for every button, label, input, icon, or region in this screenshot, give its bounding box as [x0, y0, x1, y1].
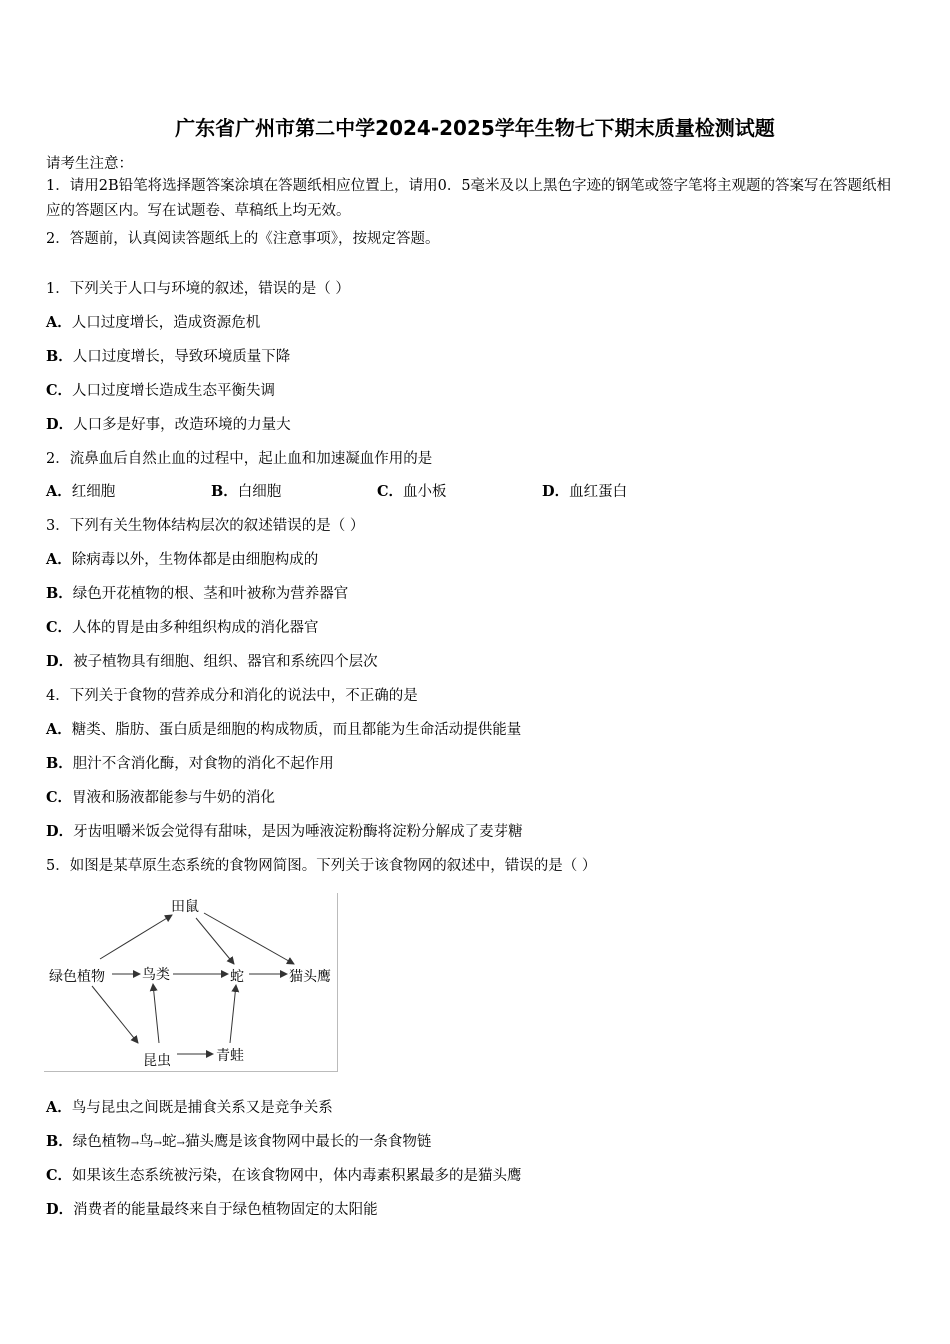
option-letter: D． — [542, 483, 570, 500]
option-text: 人口过度增长，造成资源危机 — [71, 315, 261, 331]
question-2-option-b — [211, 480, 281, 501]
option-letter: A． — [46, 483, 72, 500]
option-letter: A． — [46, 721, 72, 738]
question-2-option-c — [377, 480, 447, 501]
option-text: 血小板 — [403, 484, 447, 500]
question-2-option-d — [542, 480, 627, 501]
chain-arrow: → — [130, 1138, 140, 1149]
option-letter: B． — [46, 585, 73, 602]
option-letter: D． — [46, 1201, 74, 1218]
question-3-option-d — [46, 650, 378, 671]
option-text: 人口过度增长，导致环境质量下降 — [72, 349, 291, 365]
option-letter: A． — [46, 314, 72, 331]
node-snake: 蛇 — [230, 969, 244, 985]
question-1-option-c — [46, 379, 275, 400]
notice-item-1: 1．请用2B铅笔将选择题答案涂填在答题纸相应位置上，请用0．5毫米及以上黑色字迹的钢笔或签字笔将主观题的答案写在答题纸相应的答题区内。写在试题卷、草稿纸上均无效。 — [46, 178, 892, 219]
chain-arrow: → — [153, 1138, 163, 1149]
question-1-stem: 1．下列关于人口与环境的叙述，错误的是（ ） — [46, 281, 350, 297]
question-2-stem: 2．流鼻血后自然止血的过程中，起止血和加速凝血作用的是 — [46, 451, 433, 467]
question-4-option-a — [46, 718, 521, 739]
option-text: 糖类、脂肪、蛋白质是细胞的构成物质，而且都能为生命活动提供能量 — [71, 722, 522, 738]
arrow-frog-to-snake — [230, 985, 236, 1043]
chain-arrow: → — [176, 1138, 185, 1149]
question-4-stem: 4．下列关于食物的营养成分和消化的说法中，不正确的是 — [46, 688, 418, 704]
question-5-option-b — [46, 1130, 431, 1151]
option-letter: C． — [377, 483, 404, 500]
question-1-option-a — [46, 311, 260, 332]
option-letter: B． — [46, 1133, 73, 1150]
question-3-option-b — [46, 582, 348, 603]
option-letter: D． — [46, 653, 74, 670]
option-text: 被子植物具有细胞、组织、器官和系统四个层次 — [73, 654, 378, 670]
option-letter: C． — [46, 619, 73, 636]
arrow-plant-to-mouse — [100, 915, 172, 959]
option-text: 如果该生态系统被污染，在该食物网中，体内毒素积累最多的是猫头鹰 — [72, 1168, 522, 1184]
option-letter: B． — [46, 348, 73, 365]
option-text: 人口过度增长造成生态平衡失调 — [72, 383, 276, 399]
question-5-option-c — [46, 1164, 522, 1185]
option-text: 红细胞 — [71, 484, 116, 500]
question-3-option-c — [46, 616, 319, 637]
option-text: 牙齿咀嚼米饭会觉得有甜味，是因为唾液淀粉酶将淀粉分解成了麦芽糖 — [73, 824, 523, 840]
option-text: 胆汁不含消化酶，对食物的消化不起作用 — [72, 756, 334, 772]
food-web-diagram — [44, 893, 338, 1072]
option-letter: A． — [46, 1099, 72, 1116]
option-text: 除病毒以外，生物体都是由细胞构成的 — [71, 552, 319, 568]
notice-heading: 请考生注意： — [46, 156, 133, 172]
option-text: 绿色开花植物的根、茎和叶被称为营养器官 — [72, 586, 349, 602]
question-4-option-c — [46, 786, 275, 807]
question-4-option-b — [46, 752, 334, 773]
question-5-stem: 5．如图是某草原生态系统的食物网简图。下列关于该食物网的叙述中，错误的是（ ） — [46, 858, 597, 874]
chain-part: 绿色植物 — [72, 1134, 131, 1150]
question-1-option-b — [46, 345, 290, 366]
option-text: 消费者的能量最终来自于绿色植物固定的太阳能 — [73, 1202, 378, 1218]
arrow-plant-to-insect — [92, 986, 138, 1043]
node-green-plant: 绿色植物 — [49, 969, 105, 985]
option-text: 白细胞 — [237, 484, 282, 500]
option-text: 人体的胃是由多种组织构成的消化器官 — [72, 620, 319, 636]
node-owl: 猫头鹰 — [289, 969, 331, 985]
chain-part: 猫头鹰是该食物网中最长的一条食物链 — [184, 1134, 432, 1150]
arrow-mouse-to-snake — [196, 918, 234, 964]
arrow-insect-to-bird — [153, 984, 159, 1043]
arrow-mouse-to-owl — [204, 913, 294, 964]
question-1-option-d — [46, 413, 291, 434]
option-letter: A． — [46, 551, 72, 568]
option-letter: D． — [46, 416, 74, 433]
chain-part: 鸟 — [139, 1134, 154, 1150]
node-bird: 鸟类 — [142, 967, 170, 983]
question-3-option-a — [46, 548, 318, 569]
option-text: 血红蛋白 — [569, 484, 628, 500]
question-4-option-d — [46, 820, 523, 841]
option-letter: B． — [46, 755, 73, 772]
page-title: 广东省广州市第二中学2024-2025学年生物七下期末质量检测试题 — [175, 116, 775, 140]
option-letter: B． — [211, 483, 238, 500]
notice-item-2: 2．答题前，认真阅读答题纸上的《注意事项》，按规定答题。 — [46, 231, 440, 247]
option-letter: C． — [46, 789, 73, 806]
chain-part: 蛇 — [162, 1134, 177, 1150]
question-5-option-a — [46, 1096, 333, 1117]
node-frog: 青蛙 — [216, 1048, 244, 1064]
option-letter: C． — [46, 382, 73, 399]
option-text: 人口多是好事，改造环境的力量大 — [73, 417, 291, 433]
node-insect: 昆虫 — [143, 1053, 171, 1069]
question-3-stem: 3．下列有关生物体结构层次的叙述错误的是（ ） — [46, 518, 365, 534]
question-2-option-a — [46, 480, 115, 501]
option-text: 鸟与昆虫之间既是捕食关系又是竞争关系 — [71, 1100, 333, 1116]
option-letter: C． — [46, 1167, 73, 1184]
node-field-mouse: 田鼠 — [171, 899, 199, 915]
option-text: 胃液和肠液都能参与牛奶的消化 — [72, 790, 276, 806]
question-5-option-d — [46, 1198, 378, 1219]
option-letter: D． — [46, 823, 74, 840]
